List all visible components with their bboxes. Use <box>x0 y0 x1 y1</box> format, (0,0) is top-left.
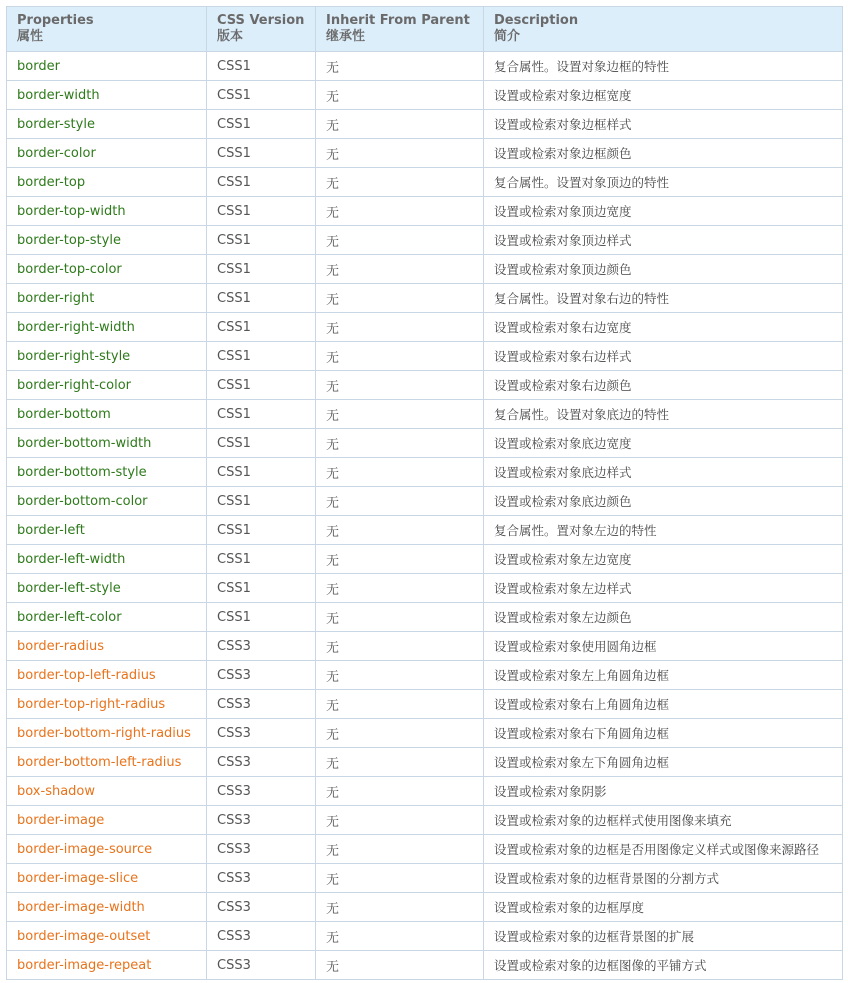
property-description: 复合属性。设置对象底边的特性 <box>484 400 843 429</box>
property-description: 设置或检索对象左边颜色 <box>484 603 843 632</box>
property-name: border-image-outset <box>7 922 207 951</box>
property-description: 设置或检索对象顶边颜色 <box>484 255 843 284</box>
header-css-version-zh: 版本 <box>217 29 244 44</box>
table-row <box>7 516 843 545</box>
inherit-value: 无 <box>316 226 484 255</box>
property-description: 设置或检索对象阴影 <box>484 777 843 806</box>
css-version: CSS1 <box>207 284 316 313</box>
header-css-version-en: CSS Version <box>217 13 305 28</box>
inherit-value: 无 <box>316 661 484 690</box>
inherit-value: 无 <box>316 168 484 197</box>
table-row <box>7 748 843 777</box>
table-row <box>7 168 843 197</box>
inherit-value: 无 <box>316 893 484 922</box>
css-version: CSS1 <box>207 574 316 603</box>
table-row <box>7 110 843 139</box>
property-description: 设置或检索对象顶边宽度 <box>484 197 843 226</box>
property-name: border-radius <box>7 632 207 661</box>
property-name: border-right <box>7 284 207 313</box>
header-description-en: Description <box>494 13 579 28</box>
property-name: border-bottom <box>7 400 207 429</box>
property-name: border-right-style <box>7 342 207 371</box>
header-row <box>7 7 843 52</box>
inherit-value: 无 <box>316 719 484 748</box>
inherit-value: 无 <box>316 458 484 487</box>
property-name: border-image-source <box>7 835 207 864</box>
property-name: box-shadow <box>7 777 207 806</box>
css-version: CSS3 <box>207 632 316 661</box>
property-description: 复合属性。设置对象顶边的特性 <box>484 168 843 197</box>
property-name: border-image <box>7 806 207 835</box>
property-name: border-color <box>7 139 207 168</box>
inherit-value: 无 <box>316 487 484 516</box>
border-properties-table <box>6 6 843 980</box>
header-properties-en: Properties <box>17 13 94 28</box>
table-row <box>7 52 843 81</box>
property-name: border-left-style <box>7 574 207 603</box>
css-version: CSS3 <box>207 893 316 922</box>
table-body <box>7 52 843 980</box>
table-header <box>7 7 843 52</box>
css-version: CSS1 <box>207 371 316 400</box>
property-description: 复合属性。置对象左边的特性 <box>484 516 843 545</box>
property-description: 设置或检索对象底边颜色 <box>484 487 843 516</box>
inherit-value: 无 <box>316 951 484 980</box>
property-name: border-image-slice <box>7 864 207 893</box>
table-row <box>7 690 843 719</box>
css-version: CSS3 <box>207 835 316 864</box>
property-name: border-left-width <box>7 545 207 574</box>
css-version: CSS3 <box>207 661 316 690</box>
property-name: border-top-left-radius <box>7 661 207 690</box>
inherit-value: 无 <box>316 748 484 777</box>
table-row <box>7 864 843 893</box>
inherit-value: 无 <box>316 371 484 400</box>
table-row <box>7 226 843 255</box>
property-description: 设置或检索对象右边颜色 <box>484 371 843 400</box>
property-description: 设置或检索对象右上角圆角边框 <box>484 690 843 719</box>
property-description: 设置或检索对象的边框是否用图像定义样式或图像来源路径 <box>484 835 843 864</box>
css-version: CSS1 <box>207 226 316 255</box>
table-row <box>7 400 843 429</box>
property-name: border-style <box>7 110 207 139</box>
property-description: 设置或检索对象的边框背景图的扩展 <box>484 922 843 951</box>
css-version: CSS3 <box>207 748 316 777</box>
inherit-value: 无 <box>316 574 484 603</box>
css-version: CSS3 <box>207 951 316 980</box>
css-version: CSS3 <box>207 806 316 835</box>
property-name: border-top-style <box>7 226 207 255</box>
table-row <box>7 313 843 342</box>
property-description: 设置或检索对象左边样式 <box>484 574 843 603</box>
property-description: 设置或检索对象左上角圆角边框 <box>484 661 843 690</box>
property-name: border <box>7 52 207 81</box>
table-row <box>7 197 843 226</box>
property-description: 设置或检索对象的边框背景图的分割方式 <box>484 864 843 893</box>
css-version: CSS1 <box>207 516 316 545</box>
inherit-value: 无 <box>316 81 484 110</box>
table-row <box>7 342 843 371</box>
table-row <box>7 835 843 864</box>
table-row <box>7 429 843 458</box>
header-properties-zh: 属性 <box>17 29 44 44</box>
property-description: 设置或检索对象边框颜色 <box>484 139 843 168</box>
header-inherit-zh: 继承性 <box>326 29 366 44</box>
property-name: border-top-color <box>7 255 207 284</box>
property-description: 设置或检索对象左边宽度 <box>484 545 843 574</box>
property-description: 设置或检索对象底边样式 <box>484 458 843 487</box>
property-name: border-bottom-right-radius <box>7 719 207 748</box>
inherit-value: 无 <box>316 835 484 864</box>
property-name: border-top <box>7 168 207 197</box>
css-version: CSS3 <box>207 864 316 893</box>
inherit-value: 无 <box>316 110 484 139</box>
css-version: CSS3 <box>207 922 316 951</box>
table-row <box>7 777 843 806</box>
css-version: CSS1 <box>207 342 316 371</box>
property-name: border-bottom-width <box>7 429 207 458</box>
css-version: CSS1 <box>207 197 316 226</box>
table-row <box>7 951 843 980</box>
table-row <box>7 255 843 284</box>
property-description: 设置或检索对象使用圆角边框 <box>484 632 843 661</box>
property-description: 设置或检索对象边框宽度 <box>484 81 843 110</box>
property-description: 设置或检索对象右边样式 <box>484 342 843 371</box>
inherit-value: 无 <box>316 690 484 719</box>
property-name: border-bottom-left-radius <box>7 748 207 777</box>
property-name: border-top-right-radius <box>7 690 207 719</box>
css-version: CSS1 <box>207 458 316 487</box>
css-version: CSS1 <box>207 487 316 516</box>
header-inherit-en: Inherit From Parent <box>326 13 470 28</box>
property-description: 设置或检索对象边框样式 <box>484 110 843 139</box>
property-description: 设置或检索对象左下角圆角边框 <box>484 748 843 777</box>
header-description <box>484 7 843 52</box>
inherit-value: 无 <box>316 400 484 429</box>
css-version: CSS1 <box>207 313 316 342</box>
table-row <box>7 545 843 574</box>
inherit-value: 无 <box>316 52 484 81</box>
table-row <box>7 922 843 951</box>
css-version: CSS1 <box>207 81 316 110</box>
inherit-value: 无 <box>316 516 484 545</box>
inherit-value: 无 <box>316 197 484 226</box>
inherit-value: 无 <box>316 342 484 371</box>
inherit-value: 无 <box>316 255 484 284</box>
property-description: 设置或检索对象右下角圆角边框 <box>484 719 843 748</box>
table-row <box>7 139 843 168</box>
table-row <box>7 719 843 748</box>
css-version: CSS1 <box>207 400 316 429</box>
css-version: CSS3 <box>207 690 316 719</box>
css-version: CSS1 <box>207 255 316 284</box>
css-version: CSS1 <box>207 603 316 632</box>
css-version: CSS3 <box>207 777 316 806</box>
inherit-value: 无 <box>316 632 484 661</box>
property-name: border-top-width <box>7 197 207 226</box>
table-row <box>7 81 843 110</box>
table-row <box>7 661 843 690</box>
property-description: 设置或检索对象的边框样式使用图像来填充 <box>484 806 843 835</box>
property-name: border-image-repeat <box>7 951 207 980</box>
inherit-value: 无 <box>316 545 484 574</box>
table-row <box>7 458 843 487</box>
header-css-version <box>207 7 316 52</box>
property-name: border-width <box>7 81 207 110</box>
header-properties <box>7 7 207 52</box>
property-name: border-right-width <box>7 313 207 342</box>
css-version: CSS1 <box>207 545 316 574</box>
property-name: border-bottom-color <box>7 487 207 516</box>
inherit-value: 无 <box>316 922 484 951</box>
css-version: CSS1 <box>207 110 316 139</box>
inherit-value: 无 <box>316 864 484 893</box>
css-version: CSS1 <box>207 139 316 168</box>
property-name: border-bottom-style <box>7 458 207 487</box>
inherit-value: 无 <box>316 603 484 632</box>
property-description: 复合属性。设置对象右边的特性 <box>484 284 843 313</box>
property-description: 设置或检索对象顶边样式 <box>484 226 843 255</box>
property-name: border-image-width <box>7 893 207 922</box>
css-version: CSS1 <box>207 168 316 197</box>
css-version: CSS1 <box>207 52 316 81</box>
page-wrapper <box>6 6 843 980</box>
property-description: 设置或检索对象右边宽度 <box>484 313 843 342</box>
table-row <box>7 371 843 400</box>
header-description-zh: 简介 <box>494 29 521 44</box>
property-name: border-right-color <box>7 371 207 400</box>
property-description: 设置或检索对象底边宽度 <box>484 429 843 458</box>
css-version: CSS3 <box>207 719 316 748</box>
table-row <box>7 603 843 632</box>
table-row <box>7 806 843 835</box>
inherit-value: 无 <box>316 777 484 806</box>
property-description: 复合属性。设置对象边框的特性 <box>484 52 843 81</box>
property-description: 设置或检索对象的边框图像的平铺方式 <box>484 951 843 980</box>
inherit-value: 无 <box>316 313 484 342</box>
property-name: border-left-color <box>7 603 207 632</box>
inherit-value: 无 <box>316 806 484 835</box>
table-row <box>7 487 843 516</box>
table-row <box>7 632 843 661</box>
table-row <box>7 574 843 603</box>
inherit-value: 无 <box>316 139 484 168</box>
property-description: 设置或检索对象的边框厚度 <box>484 893 843 922</box>
inherit-value: 无 <box>316 284 484 313</box>
header-inherit <box>316 7 484 52</box>
inherit-value: 无 <box>316 429 484 458</box>
table-row <box>7 284 843 313</box>
table-row <box>7 893 843 922</box>
css-version: CSS1 <box>207 429 316 458</box>
property-name: border-left <box>7 516 207 545</box>
